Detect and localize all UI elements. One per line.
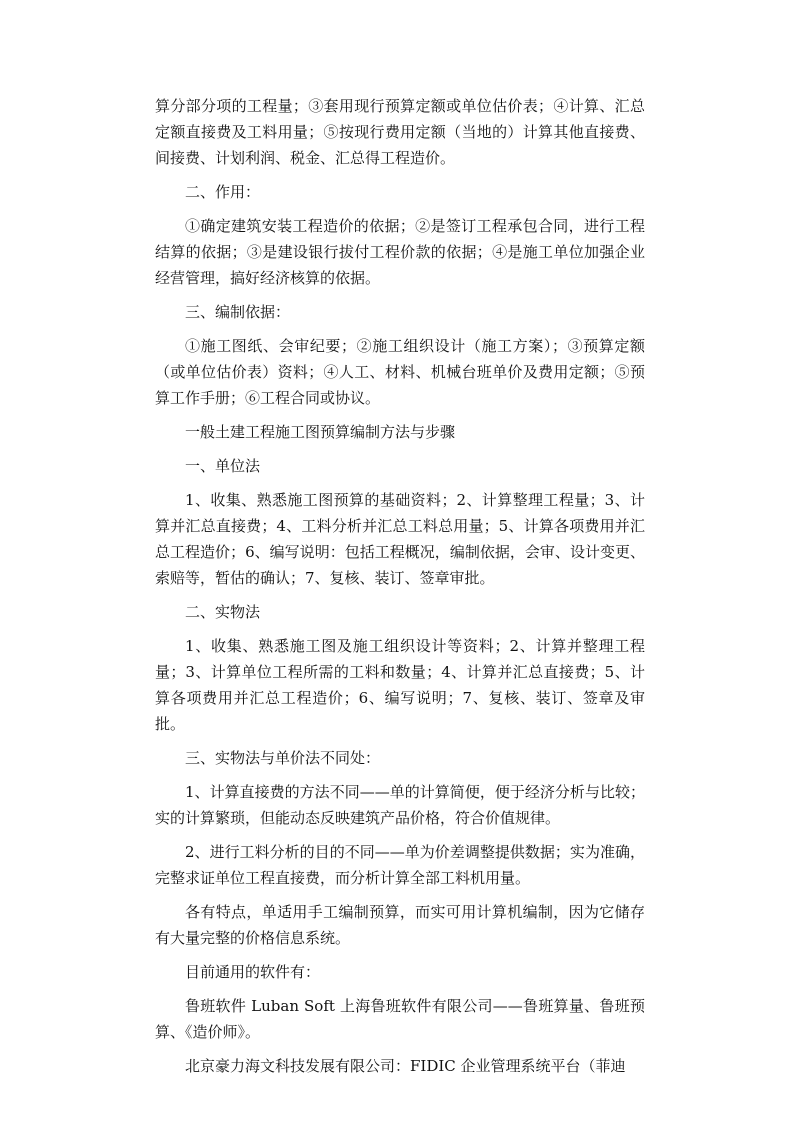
heading-physical-method: 二、实物法 [185, 603, 261, 621]
paragraph-difference-2: 2、进行工料分析的目的不同——单为价差调整提供数据；实为准确，完整求证单位工程直接费，而分析计算全部工料机用量。 [155, 843, 645, 887]
paragraph-basis: ①施工图纸、会审纪要；②施工组织设计（施工方案）；③预算定额（或单位估价表）资料；④人工、材料、机械台班单价及费用定额；⑤预算工作手册；⑥工程合同或协议。 [155, 337, 645, 407]
document-page [155, 93, 645, 1087]
paragraph-difference-1: 1、计算直接费的方法不同——单的计算简便，便于经济分析与比较；实的计算繁琐，但能动态反映建筑产品价格，符合价值规律。 [155, 783, 645, 827]
paragraph-function: ①确定建筑安装工程造价的依据；②是签订工程承包合同，进行工程结算的依据；③是建设银行拔付工程价款的依据；④是施工单位加强企业经营管理，搞好经济核算的依据。 [155, 217, 645, 287]
heading-differences: 三、实物法与单价法不同处： [185, 749, 381, 767]
heading-basis: 三、编制依据： [185, 303, 291, 321]
paragraph-haolihaiwen-software: 北京豪力海文科技发展有限公司：FIDIC 企业管理系统平台（菲迪 [185, 1057, 626, 1075]
paragraph-procedure-continued: 算分部分项的工程量；③套用现行预算定额或单位估价表；④计算、汇总定额直接费及工料用量；⑤按现行费用定额（当地的）计算其他直接费、间接费、计划利润、税金、汇总得工程造价。 [155, 97, 645, 167]
paragraph-physical-method: 1、收集、熟悉施工图及施工组织设计等资料；2、计算并整理工程量；3、计算单位工程所需的工料和数量；4、计算并汇总直接费；5、计算各项费用并汇总工程造价；6、编写说明；7、复核、装订、签章及审批。 [155, 637, 645, 733]
paragraph-characteristics: 各有特点，单适用手工编制预算，而实可用计算机编制，因为它储存有大量完整的价格信息系统。 [155, 903, 645, 947]
heading-method-title: 一般土建工程施工图预算编制方法与步骤 [185, 423, 456, 441]
heading-function: 二、作用： [185, 183, 261, 201]
paragraph-unit-method: 1、收集、熟悉施工图预算的基础资料；2、计算整理工程量；3、计算并汇总直接费；4、工料分析并汇总工料总用量；5、计算各项费用并汇总工程造价；6、编写说明：包括工程概况，编制依据，会审、设计变更、索赔等，暂估的确认；7、复核、装订、签章审批。 [155, 491, 645, 587]
heading-software: 目前通用的软件有： [185, 963, 321, 981]
paragraph-luban-software: 鲁班软件 Luban Soft 上海鲁班软件有限公司——鲁班算量、鲁班预算、《造价师》。 [155, 997, 645, 1041]
heading-unit-method: 一、单位法 [185, 457, 261, 475]
